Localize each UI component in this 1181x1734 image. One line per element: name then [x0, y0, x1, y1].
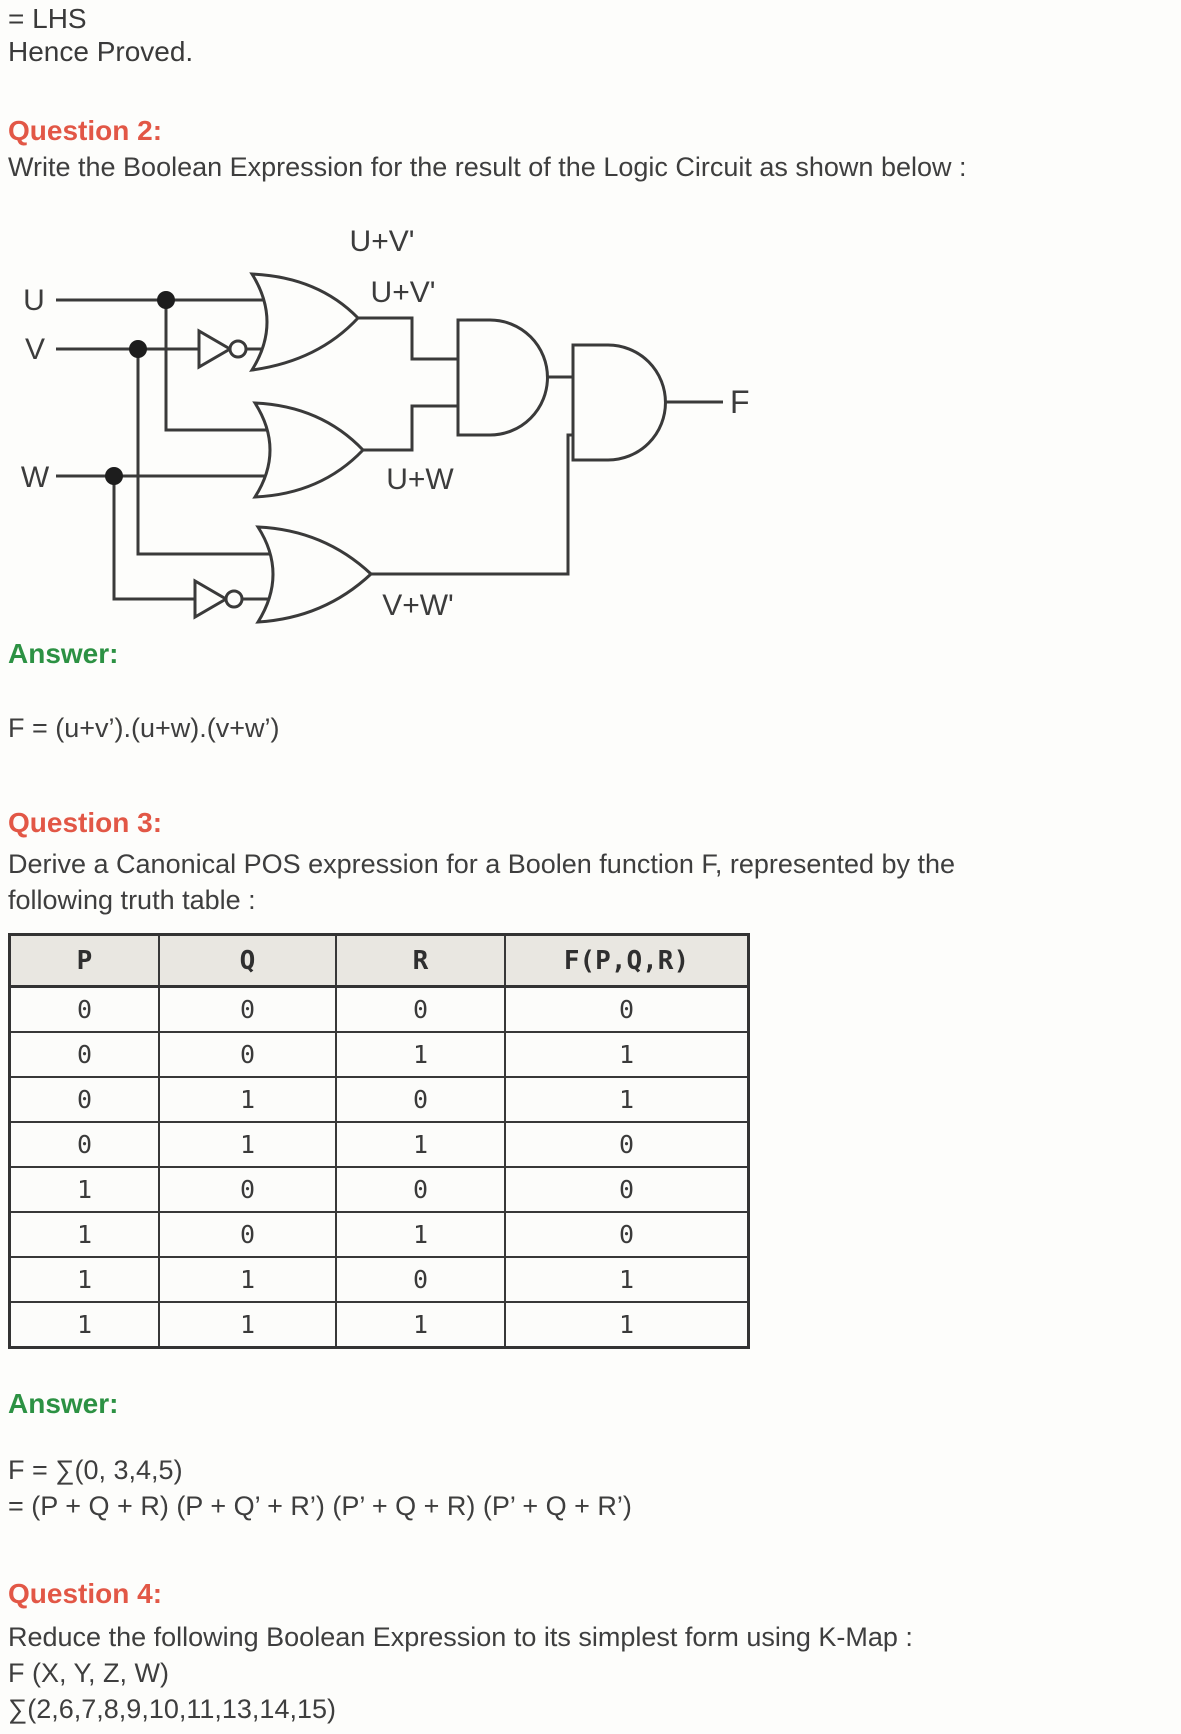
- question4-text-line1: Reduce the following Boolean Expression to its simplest form using K-Map :: [8, 1622, 913, 1652]
- not-bubble-w: [226, 591, 242, 607]
- table-row: [10, 1032, 749, 1077]
- table-cell: 1: [336, 1212, 505, 1257]
- table-cell: 0: [336, 987, 505, 1033]
- table-cell: 1: [10, 1212, 160, 1257]
- truth-table-header-row: [10, 935, 749, 987]
- question4-heading: Question 4:: [8, 1578, 163, 1609]
- table-cell: 1: [159, 1257, 336, 1302]
- table-cell: 1: [505, 1302, 749, 1348]
- header-f: F(P,Q,R): [505, 935, 749, 987]
- answer2-label: Answer:: [8, 638, 119, 669]
- table-cell: 0: [336, 1257, 505, 1302]
- table-row: [10, 987, 749, 1033]
- answer3-label: Answer:: [8, 1388, 119, 1419]
- output-label-f: F: [730, 384, 750, 420]
- table-cell: 0: [336, 1167, 505, 1212]
- input-label-v: V: [24, 333, 46, 366]
- table-cell: 0: [159, 1212, 336, 1257]
- table-cell: 0: [159, 1032, 336, 1077]
- table-row: [10, 1122, 749, 1167]
- table-cell: 1: [336, 1122, 505, 1167]
- answer3-line1: F = ∑(0, 3,4,5): [8, 1455, 183, 1485]
- hence-proved-line: Hence Proved.: [8, 36, 194, 67]
- header-q: Q: [159, 935, 336, 987]
- input-label-w: W: [20, 461, 50, 494]
- answer2-expression: F = (u+v’).(u+w).(v+w’): [8, 713, 280, 743]
- proof-conclusion: [8, 2, 193, 68]
- table-cell: 0: [505, 1212, 749, 1257]
- table-cell: 0: [10, 1077, 160, 1122]
- table-cell: 0: [505, 1167, 749, 1212]
- signal-label-uw: U+W: [386, 463, 454, 496]
- or-gate-1: [252, 274, 358, 370]
- table-row: [10, 1302, 749, 1348]
- or-gate-3: [258, 527, 371, 622]
- question4-text-line3: ∑(2,6,7,8,9,10,11,13,14,15): [8, 1694, 336, 1724]
- table-cell: 1: [159, 1302, 336, 1348]
- table-cell: 0: [159, 1167, 336, 1212]
- and-gate-1: [458, 320, 547, 435]
- question2-heading: Question 2:: [8, 115, 163, 146]
- question3-text-line1: Derive a Canonical POS expression for a Boolen function F, represented by the: [8, 849, 956, 879]
- not-bubble-v: [230, 341, 246, 357]
- logic-circuit-diagram: [8, 197, 798, 627]
- wire-or2-to-and1: [363, 406, 458, 450]
- input-label-u: U: [23, 284, 45, 317]
- signal-label-uv-top: U+V': [349, 225, 415, 258]
- question4-text-line2: F (X, Y, Z, W): [8, 1658, 170, 1688]
- table-cell: 1: [10, 1257, 160, 1302]
- truth-table: [8, 933, 750, 1349]
- table-row: [10, 1212, 749, 1257]
- header-r: R: [336, 935, 505, 987]
- wire-or1-to-and1: [358, 318, 458, 359]
- signal-label-uv: U+V': [370, 276, 436, 309]
- wire-or3-to-and2: [371, 435, 573, 574]
- table-cell: 0: [10, 1032, 160, 1077]
- not-gate-w: [195, 581, 226, 617]
- junction-dot-u: [157, 291, 175, 309]
- table-row: [10, 1167, 749, 1212]
- table-cell: 1: [159, 1077, 336, 1122]
- signal-label-vw: V+W': [382, 589, 454, 622]
- table-cell: 0: [505, 1122, 749, 1167]
- table-cell: 1: [10, 1167, 160, 1212]
- table-cell: 0: [10, 1122, 160, 1167]
- table-row: [10, 1077, 749, 1122]
- table-cell: 1: [336, 1302, 505, 1348]
- table-cell: 1: [159, 1122, 336, 1167]
- junction-dot-w: [105, 467, 123, 485]
- question3-text-line2: following truth table :: [8, 885, 256, 915]
- table-cell: 1: [336, 1032, 505, 1077]
- wire-w-branch: [114, 476, 195, 599]
- junction-dot-v: [129, 340, 147, 358]
- table-cell: 0: [10, 987, 160, 1033]
- table-cell: 0: [159, 987, 336, 1033]
- table-cell: 1: [10, 1302, 160, 1348]
- answer3-line2: = (P + Q + R) (P + Q’ + R’) (P’ + Q + R) (P’ + Q + R’): [8, 1491, 632, 1521]
- question2-text: Write the Boolean Expression for the result of the Logic Circuit as shown below :: [8, 152, 967, 182]
- and-gate-2: [573, 345, 665, 460]
- table-cell: 1: [505, 1257, 749, 1302]
- question4-text: [8, 1619, 913, 1727]
- or-gate-2: [255, 403, 363, 497]
- table-cell: 1: [505, 1032, 749, 1077]
- lhs-line: = LHS: [8, 3, 87, 34]
- not-gate-v: [199, 331, 230, 367]
- question3-heading: Question 3:: [8, 807, 163, 838]
- table-cell: 1: [505, 1077, 749, 1122]
- table-cell: 0: [336, 1077, 505, 1122]
- wire-v-branch: [138, 349, 273, 554]
- header-p: P: [10, 935, 160, 987]
- table-cell: 0: [505, 987, 749, 1033]
- table-row: [10, 1257, 749, 1302]
- answer3-expression: [8, 1452, 632, 1524]
